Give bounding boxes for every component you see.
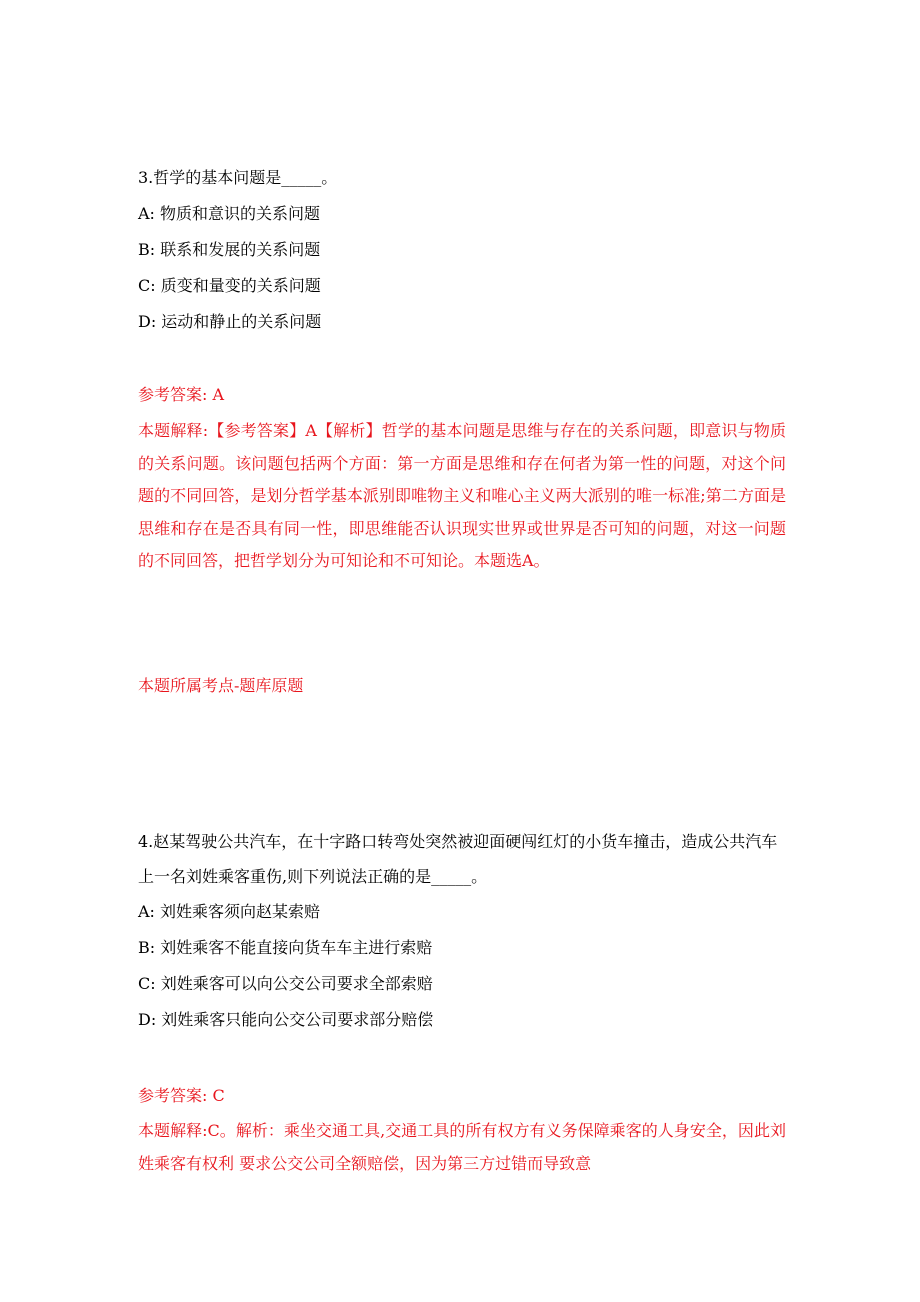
question-4-option-d: D: 刘姓乘客只能向公交公司要求部分赔偿 — [138, 1010, 434, 1029]
question-4-answer: 参考答案: C — [138, 1086, 225, 1105]
question-3-option-d: D: 运动和静止的关系问题 — [138, 312, 322, 331]
question-3-option-a: A: 物质和意识的关系问题 — [138, 204, 321, 223]
question-4-option-b: B: 刘姓乘客不能直接向货车车主进行索赔 — [138, 938, 433, 957]
question-3-option-b: B: 联系和发展的关系问题 — [138, 240, 321, 259]
question-4-option-a: A: 刘姓乘客须向赵某索赔 — [138, 902, 321, 921]
question-3-knowledge-point: 本题所属考点-题库原题 — [138, 676, 304, 695]
question-3-stem: 3.哲学的基本问题是_____。 — [138, 168, 338, 187]
question-4-stem: 4.赵某驾驶公共汽车，在十字路口转弯处突然被迎面硬闯红灯的小货车撞击，造成公共汽车上一名刘姓乘客重伤,则下列说法正确的是_____。 — [138, 832, 778, 886]
question-3-explanation: 本题解释:【参考答案】A【解析】哲学的基本问题是思维与存在的关系问题，即意识与物质的关系问题。该问题包括两个方面：第一方面是思维和存在何者为第一性的问题，对这个问题的不同回答，是划分哲学基本派别即唯物主义和唯心主义两大派别的唯一标准;第二方面是思维和存在是否具有同一性，即思维能否认识现实世界或世界是否可知的问题，对这一问题的不同回答，把哲学划分为可知论和不可知论。本题选A。 — [138, 421, 786, 570]
question-3 — [138, 160, 788, 340]
question-4-explanation: 本题解释:C。解析：乘坐交通工具,交通工具的所有权方有义务保障乘客的人身安全，因此刘姓乘客有权利 要求公交公司全额赔偿，因为第三方过错而导致意 — [138, 1121, 786, 1173]
question-3-answer: 参考答案: A — [138, 385, 225, 404]
question-4-option-c: C: 刘姓乘客可以向公交公司要求全部索赔 — [138, 974, 433, 993]
question-3-option-c: C: 质变和量变的关系问题 — [138, 276, 321, 295]
question-4 — [138, 824, 788, 1038]
